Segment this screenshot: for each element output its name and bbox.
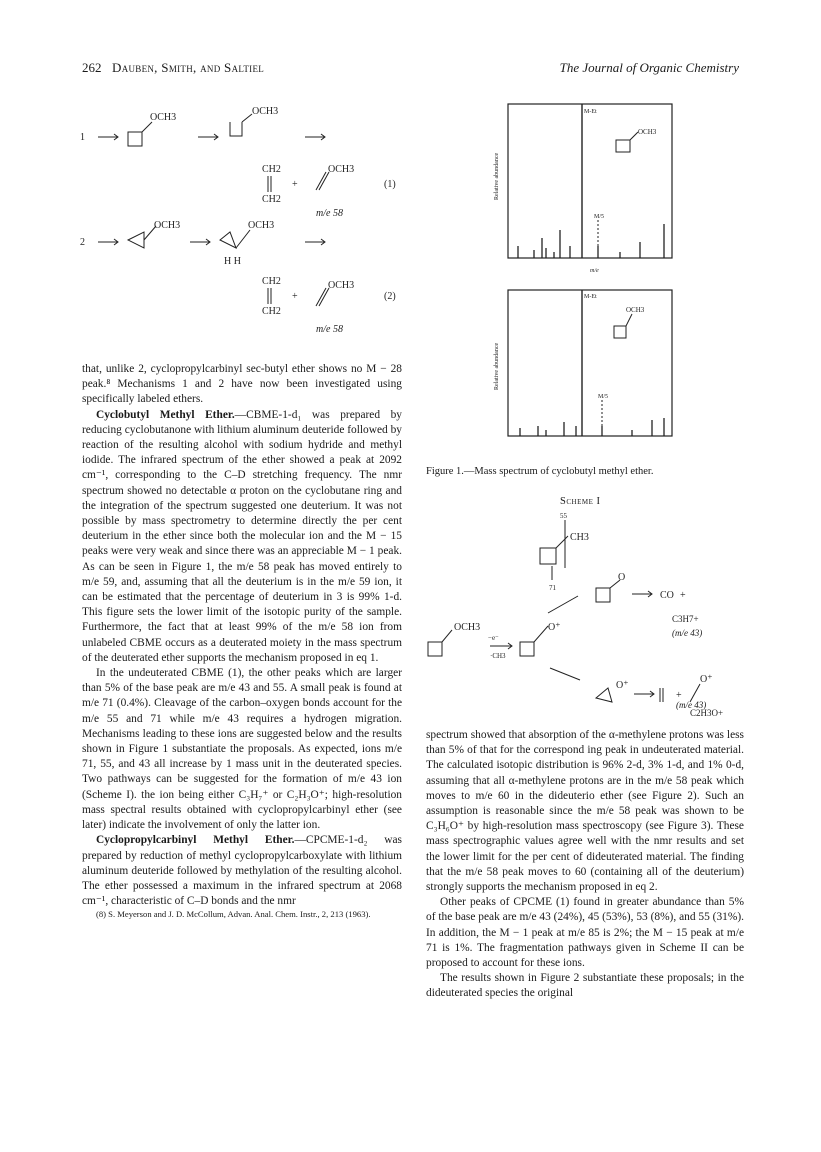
svg-text:+: + xyxy=(680,590,686,601)
scheme-title: Scheme I xyxy=(560,496,601,507)
eq1-mz58: m/e 58 xyxy=(316,208,343,219)
eq2-hh: H H xyxy=(224,256,241,267)
eq1-och3-a: OCH3 xyxy=(150,112,177,123)
fig1-bottom-och3: OCH3 xyxy=(626,306,645,314)
left-column xyxy=(82,362,402,920)
scheme-och3: OCH3 xyxy=(454,622,481,633)
running-authors: Dauben, Smith, and Saltiel xyxy=(112,60,265,75)
eq1-number: (1) xyxy=(384,179,396,190)
eq1-och3-b: OCH3 xyxy=(252,106,279,117)
right-column xyxy=(426,728,744,1002)
fig1-bottom-small-label: M/5 xyxy=(598,394,609,400)
scheme-me43-bottom: (m/e 43) xyxy=(676,700,707,710)
svg-text:+: + xyxy=(676,690,682,701)
scheme-mass71: 71 xyxy=(549,584,556,592)
eq1-reactant-label: 1 xyxy=(80,132,85,143)
fig1-top-ylabel: Relative abundance xyxy=(494,152,500,200)
paragraph: Cyclobutyl Methyl Ether.—CBME-1-d₁ was prepared by reducing cyclobutanone with lithium aluminum deuteride followed by reaction of the resulting alcohol with sodium hydride and methyl iodide. The infrared spectrum of the ether showed a peak at 2092 cm⁻¹, corresponding to the C–D stretching frequency. The nmr spectrum showed no detectable α proton on the cyclobutane ring and the integration of the spectrum suggested one deuterium. It was not possible by mass spectrometry to determine directly the per cent deuterium in the ether since both the molecular ion and the M − 15 peaks were very weak and since there was an appreciable M − 1 peak. As can be seen in Figure 1, the m/e 58 peak has moved entirely to m/e 59, and, assuming that all the deuterium is in the m/e 59 ion, it can be estimated that the percentage of deuterium in 3 is 99% 1-d. This figure sets the lower limit of the isotopic purity of the sample. Furthermore, the fact that at least 99% of the m/e 58 ion from unlabeled CBME occurs as a deuterated moiety in the mass spectrum of the deuterated ether supports the mechanism proposed in eq 1. xyxy=(82,408,402,664)
eq1-och3-c: OCH3 xyxy=(328,164,355,175)
paragraph: that, unlike 2, cyclopropylcarbinyl sec-butyl ether shows no M − 28 peak.⁸ Mechanisms 1 and 2 have now been investigated using specifically labeled ethers. xyxy=(82,363,402,406)
eq2-och3-b: OCH3 xyxy=(248,220,275,231)
scheme-ch3: CH3 xyxy=(570,532,589,543)
eq2-reactant-label: 2 xyxy=(80,237,85,248)
fig1-bottom-ylabel: Relative abundance xyxy=(494,342,500,390)
paragraph: The results shown in Figure 2 substantiate these proposals; in the dideuterated species the original xyxy=(426,972,744,1000)
svg-text:O⁺: O⁺ xyxy=(548,622,561,633)
svg-text:O⁺: O⁺ xyxy=(700,674,713,685)
footnote: (8) S. Meyerson and J. D. McCollum, Advan. Anal. Chem. Instr., 2, 213 (1963). xyxy=(96,909,371,920)
scheme-co: CO xyxy=(660,590,674,601)
fig1-bottom-marker: M-Et xyxy=(584,294,597,300)
scheme-c3h7: C3H7+ xyxy=(672,614,699,624)
eq1-ch2-top: CH2 xyxy=(262,164,281,175)
paragraph: Cyclopropylcarbinyl Methyl Ether.—CPCME-1-d₂ was prepared by reduction of methyl cyclopropylcarboxylate with lithium aluminum deuteride followed by methylation of the resulting alcohol. The ether possessed a maximum in the infrared spectrum at 2068 cm⁻¹, characteristic of C–D bonds and the nmr xyxy=(82,834,402,908)
fig1-top-och3: OCH3 xyxy=(638,128,657,136)
eq1-ch2-bottom: CH2 xyxy=(262,194,281,205)
fig1-top-small-label: M/5 xyxy=(594,214,605,220)
svg-text:O: O xyxy=(618,572,626,583)
paragraph: In the undeuterated CBME (1), the other peaks which are larger than 5% of the base peak are m/e 43 and 55. A small peak is found at m/e 71 (0.4%). Cleavage of the carbon–oxygen bonds account for the m/e 55 and 71 while m/e 43 requires a hydrogen migration. Mechanisms leading to these ions are suggested below and the results shown in Figure 1 substantiate the proposals. As expected, ions m/e 71, 55, and 43 all increase by 1 mass unit in the deuterated species. Two pathways can be suggested for the formation of m/e 43 ion (Scheme I). the ion being either C₃H₇⁺ or C₂H₃O⁺; high-resolution mass spectral results obtained with cyclopropylcarbinyl ether (see later) indicate the involvement of only the latter ion. xyxy=(82,667,402,832)
page-number: 262 xyxy=(82,60,102,75)
eq2-ch2-top: CH2 xyxy=(262,276,281,287)
mechanism-equations xyxy=(80,92,410,352)
scheme-c2h3o: C2H3O+ xyxy=(690,708,724,718)
svg-text:+: + xyxy=(292,291,298,302)
section-heading: Cyclopropylcarbinyl Methyl Ether. xyxy=(96,834,295,847)
scheme-mass55: 55 xyxy=(560,512,567,520)
figure1-spectra xyxy=(480,100,680,442)
figure1-caption: Figure 1.—Mass spectrum of cyclobutyl methyl ether. xyxy=(426,466,654,477)
paragraph: Other peaks of CPCME (1) found in greater abundance than 5% of the base peak are m/e 43 (24%), 45 (53%), 53 (8%), and 55 (31%). In addition, the M − 1 peak at m/e 85 is 2%; the M − 15 peak at m/e 71 is 1%. The fragmentation pathways given in Scheme II can be proposed to account for these ions. xyxy=(426,896,744,970)
svg-text:O⁺: O⁺ xyxy=(616,680,629,691)
section-heading: Cyclobutyl Methyl Ether. xyxy=(96,408,235,421)
fig1-top-xlabel: m/e xyxy=(590,268,599,274)
eq2-ch2-bottom: CH2 xyxy=(262,306,281,317)
scheme-me43-top: (m/e 43) xyxy=(672,628,703,638)
eq2-number: (2) xyxy=(384,291,396,302)
fig1-top-marker: M-Et xyxy=(584,109,597,115)
running-journal: The Journal of Organic Chemistry xyxy=(559,60,739,75)
svg-text:+: + xyxy=(292,179,298,190)
eq2-och3-c: OCH3 xyxy=(328,280,355,291)
scheme-diagram xyxy=(420,508,750,718)
paragraph: spectrum showed that absorption of the α-methylene protons was less than 5% of that for the correspond ing peak in undeuterated material. The calculated isotopic distribution is 96% 2-d, 3% 1-d, and 1% 0-d, assuming that all α-methylene protons are in the m/e 58 peak which moves to m/e 60 in the dideuterio ether (see Figure 2). Such an assumption is reasonable since the m/e 58 peak was shown to be C₃H₆O⁺ by high-resolution mass spectroscopy (see Figure 3). These mass spectrographic values agree well with the nmr results and set the lower limit for the per cent of dideuterated material. The finding that the m/e 58 peak moves to 60 (containing all of the deuterium) strongly supports the mechanism proposed in eq 2. xyxy=(426,729,744,894)
scheme-minus-ch3: ·CH3 xyxy=(490,652,506,660)
eq2-och3-a: OCH3 xyxy=(154,220,181,231)
scheme-minus-e: −e⁻ xyxy=(488,634,499,642)
eq2-mz58: m/e 58 xyxy=(316,324,343,335)
